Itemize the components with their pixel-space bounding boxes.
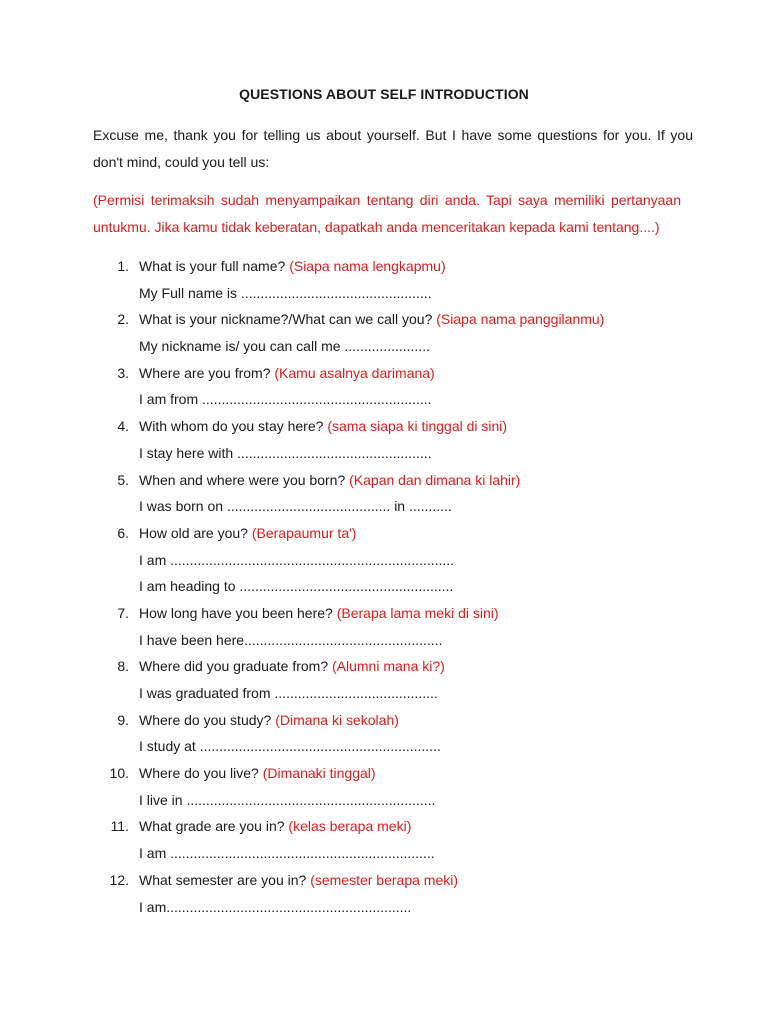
question-text-wrap <box>139 520 356 547</box>
answer-line <box>0 386 768 413</box>
question-text-wrap <box>139 867 458 894</box>
question-line <box>0 360 768 387</box>
question-translation: (Siapa nama panggilanmu) <box>436 311 605 328</box>
answer-blank-text: I am .................................................................... <box>139 845 435 862</box>
question-item <box>0 253 768 306</box>
page-title: QUESTIONS ABOUT SELF INTRODUCTION <box>239 86 529 102</box>
question-text: What is your nickname?/What can we call you? <box>139 311 433 328</box>
question-number: 7. <box>117 604 129 621</box>
question-line <box>0 707 768 734</box>
question-line <box>0 413 768 440</box>
answer-line <box>0 333 768 360</box>
question-item <box>0 813 768 866</box>
question-text: Where did you graduate from? <box>139 658 329 675</box>
question-line <box>0 867 768 894</box>
answer-line <box>0 547 768 574</box>
answer-line <box>0 440 768 467</box>
question-number: 3. <box>117 364 129 381</box>
question-item <box>0 520 768 600</box>
question-number: 8. <box>117 658 129 675</box>
question-translation: (Alumni mana ki?) <box>332 658 445 675</box>
question-text-wrap <box>139 467 520 494</box>
intro-paragraph: Excuse me, thank you for telling us about yourself. But I have some questions for you. If you don't mind, could you tell us: <box>93 127 693 170</box>
question-text-wrap <box>139 653 445 680</box>
question-line <box>0 520 768 547</box>
question-text: With whom do you stay here? <box>139 418 324 435</box>
intro-translation: (Permisi terimaksih sudah menyampaikan tentang diri anda. Tapi saya memiliki pertanyaan untukmu. Jika kamu tidak keberatan, dapatkah anda menceritakan kepada kami tentang....) <box>93 192 681 235</box>
question-item <box>0 760 768 813</box>
answer-blank-text: I was born on .......................................... in ........... <box>139 498 452 515</box>
answer-line <box>0 733 768 760</box>
question-number: 11. <box>110 818 129 835</box>
answer-blank-text: My Full name is ................................................. <box>139 284 432 301</box>
answer-blank-text: I have been here................................................... <box>139 631 443 648</box>
answer-line <box>0 894 768 921</box>
question-text-wrap <box>139 760 376 787</box>
question-text-wrap <box>139 600 499 627</box>
question-line <box>0 306 768 333</box>
answer-blank-text: I was graduated from .......................................... <box>139 685 438 701</box>
question-translation: (semester berapa meki) <box>310 871 459 888</box>
question-item <box>0 707 768 760</box>
question-translation: (Berapa lama meki di sini) <box>336 604 499 621</box>
question-text-wrap <box>139 306 604 333</box>
question-item <box>0 867 768 920</box>
answer-line <box>0 493 768 520</box>
question-text: Where do you study? <box>139 711 272 728</box>
question-number: 6. <box>117 524 129 541</box>
question-text: Where are you from? <box>139 364 271 381</box>
question-item <box>0 360 768 413</box>
question-item <box>0 413 768 466</box>
answer-line <box>0 680 768 707</box>
question-line <box>0 253 768 280</box>
answer-line <box>0 627 768 654</box>
question-text-wrap <box>139 253 446 280</box>
question-number: 12. <box>109 871 129 888</box>
question-number: 9. <box>117 711 129 728</box>
question-number: 4. <box>117 418 129 435</box>
question-item <box>0 467 768 520</box>
question-text: What grade are you in? <box>139 818 285 835</box>
question-item <box>0 600 768 653</box>
answer-line <box>0 280 768 307</box>
question-text: Where do you live? <box>139 765 259 782</box>
answer-blank-text: I study at .............................................................. <box>139 738 441 755</box>
question-text: How old are you? <box>139 524 248 541</box>
question-line <box>0 760 768 787</box>
question-number: 2. <box>117 311 129 328</box>
question-text: When and where were you born? <box>139 471 346 488</box>
answer-line <box>0 573 768 600</box>
answer-blank-text: I am ......................................................................... <box>139 551 455 568</box>
question-translation: (Siapa nama lengkapmu) <box>289 258 446 274</box>
question-line <box>0 653 768 680</box>
question-translation: (Kapan dan dimana ki lahir) <box>349 471 521 488</box>
question-translation: (Dimanaki tinggal) <box>262 765 376 782</box>
question-list <box>0 253 768 920</box>
answer-line <box>0 840 768 867</box>
answer-blank-text: I stay here with .................................................. <box>139 444 432 461</box>
question-text: How long have you been here? <box>139 604 333 621</box>
question-text: What semester are you in? <box>139 871 307 888</box>
question-text-wrap <box>139 707 399 734</box>
question-translation: (Dimana ki sekolah) <box>275 711 399 728</box>
question-translation: (sama siapa ki tinggal di sini) <box>327 418 508 435</box>
question-number: 10. <box>109 765 129 782</box>
question-text-wrap <box>139 360 435 387</box>
question-translation: (Berapaumur ta') <box>251 524 357 541</box>
answer-blank-text: I am from ........................................................... <box>139 391 432 408</box>
question-translation: (Kamu asalnya darimana) <box>274 364 435 381</box>
answer-blank-text: My nickname is/ you can call me ...................... <box>139 338 430 355</box>
question-number: 1. <box>117 258 129 274</box>
question-text-wrap <box>139 813 411 840</box>
question-line <box>0 813 768 840</box>
answer-blank-text: I am heading to ....................................................... <box>139 578 454 595</box>
question-item <box>0 306 768 359</box>
answer-blank-text: I live in ................................................................ <box>139 791 436 808</box>
question-translation: (kelas berapa meki) <box>288 818 412 835</box>
question-line <box>0 467 768 494</box>
question-number: 5. <box>117 471 129 488</box>
answer-line <box>0 787 768 814</box>
question-line <box>0 600 768 627</box>
question-text: What is your full name? <box>139 258 286 274</box>
answer-blank-text: I am............................................................... <box>139 898 412 915</box>
question-text-wrap <box>139 413 507 440</box>
question-item <box>0 653 768 706</box>
